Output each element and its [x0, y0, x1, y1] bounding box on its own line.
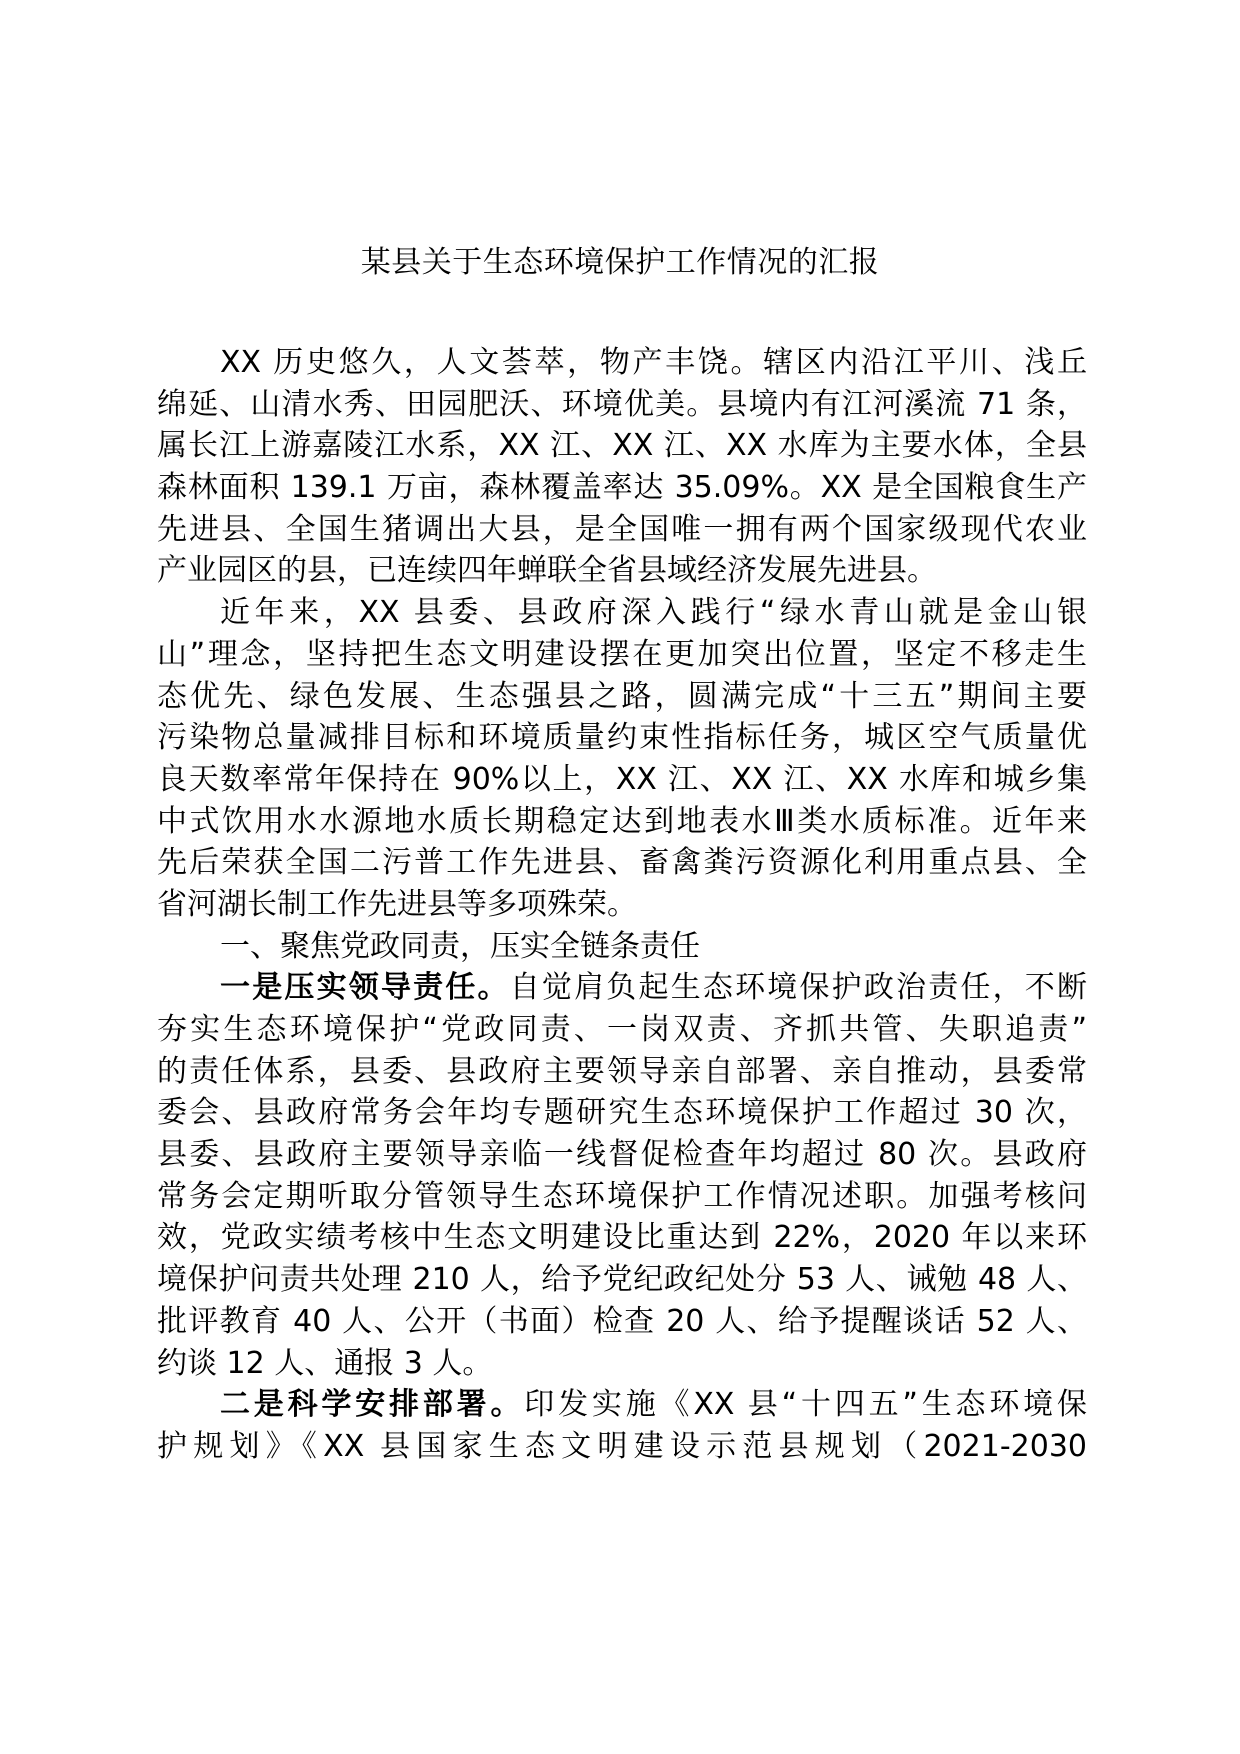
paragraph-4-line-2: 护规划》《XX 县国家生态文明建设示范县规划（2021-2030	[157, 1428, 1087, 1464]
paragraph-1-line-4: 森林面积 139.1 万亩，森林覆盖率达 35.09%。XX 是全国粮食生产	[157, 470, 1087, 506]
paragraph-3-lead: 一是压实领导责任。	[220, 970, 510, 1006]
paragraph-3-line-8: 境保护问责共处理 210 人，给予党纪政纪处分 53 人、诫勉 48 人、	[157, 1262, 1087, 1298]
paragraph-2-line-3: 态优先、绿色发展、生态强县之路，圆满完成“十三五”期间主要	[157, 678, 1087, 714]
paragraph-2-line-5: 良天数率常年保持在 90%以上，XX 江、XX 江、XX 水库和城乡集	[157, 761, 1087, 797]
paragraph-2-line-6: 中式饮用水水源地水质长期稳定达到地表水Ⅲ类水质标准。近年来	[157, 803, 1087, 839]
paragraph-2-line-8: 省河湖长制工作先进县等多项殊荣。	[157, 886, 637, 922]
paragraph-1-line-1: XX 历史悠久，人文荟萃，物产丰饶。辖区内沿江平川、浅丘	[220, 345, 1087, 380]
paragraph-4-first-rest: 印发实施《XX 县“十四五”生态环境保	[524, 1387, 1087, 1423]
paragraph-2-line-4: 污染物总量减排目标和环境质量约束性指标任务，城区空气质量优	[157, 720, 1087, 756]
paragraph-1-line-3: 属长江上游嘉陵江水系，XX 江、XX 江、XX 水库为主要水体，全县	[157, 428, 1087, 464]
paragraph-3-line-5: 县委、县政府主要领导亲临一线督促检查年均超过 80 次。县政府	[157, 1137, 1087, 1173]
paragraph-1-line-2: 绵延、山清水秀、田园肥沃、环境优美。县境内有江河溪流 71 条，	[157, 386, 1087, 422]
paragraph-3-line-6: 常务会定期听取分管领导生态环境保护工作情况述职。加强考核问	[157, 1178, 1087, 1214]
paragraph-1-line-5: 先进县、全国生猪调出大县，是全国唯一拥有两个国家级现代农业	[157, 511, 1087, 547]
paragraph-3-line-1	[157, 967, 1087, 1009]
paragraph-4-lead: 二是科学安排部署。	[220, 1387, 525, 1423]
paragraph-3-line-2: 夯实生态环境保护“党政同责、一岗双责、齐抓共管、失职追责”	[157, 1012, 1087, 1047]
paragraph-2-line-7: 先后荣获全国二污普工作先进县、畜禽粪污资源化利用重点县、全	[157, 845, 1087, 881]
paragraph-4-line-1	[157, 1384, 1087, 1426]
paragraph-3-line-7: 效，党政实绩考核中生态文明建设比重达到 22%，2020 年以来环	[157, 1220, 1087, 1256]
paragraph-3-first-rest: 自觉肩负起生态环境保护政治责任，不断	[509, 970, 1087, 1006]
document-title: 某县关于生态环境保护工作情况的汇报	[360, 245, 880, 280]
paragraph-3-line-10: 约谈 12 人、通报 3 人。	[157, 1345, 493, 1381]
section-heading-1: 一、聚焦党政同责，压实全链条责任	[220, 928, 700, 964]
paragraph-1-line-6: 产业园区的县，已连续四年蝉联全省县域经济发展先进县。	[157, 553, 937, 589]
paragraph-3-line-9: 批评教育 40 人、公开（书面）检查 20 人、给予提醒谈话 52 人、	[157, 1303, 1087, 1339]
paragraph-3-line-3: 的责任体系，县委、县政府主要领导亲自部署、亲自推动，县委常	[157, 1053, 1087, 1089]
paragraph-2-line-2: 山”理念，坚持把生态文明建设摆在更加突出位置，坚定不移走生	[157, 636, 1087, 672]
paragraph-2-line-1: 近年来，XX 县委、县政府深入践行“绿水青山就是金山银	[220, 595, 1087, 631]
paragraph-3-line-4: 委会、县政府常务会年均专题研究生态环境保护工作超过 30 次，	[157, 1095, 1087, 1131]
document-body	[157, 342, 1087, 1468]
